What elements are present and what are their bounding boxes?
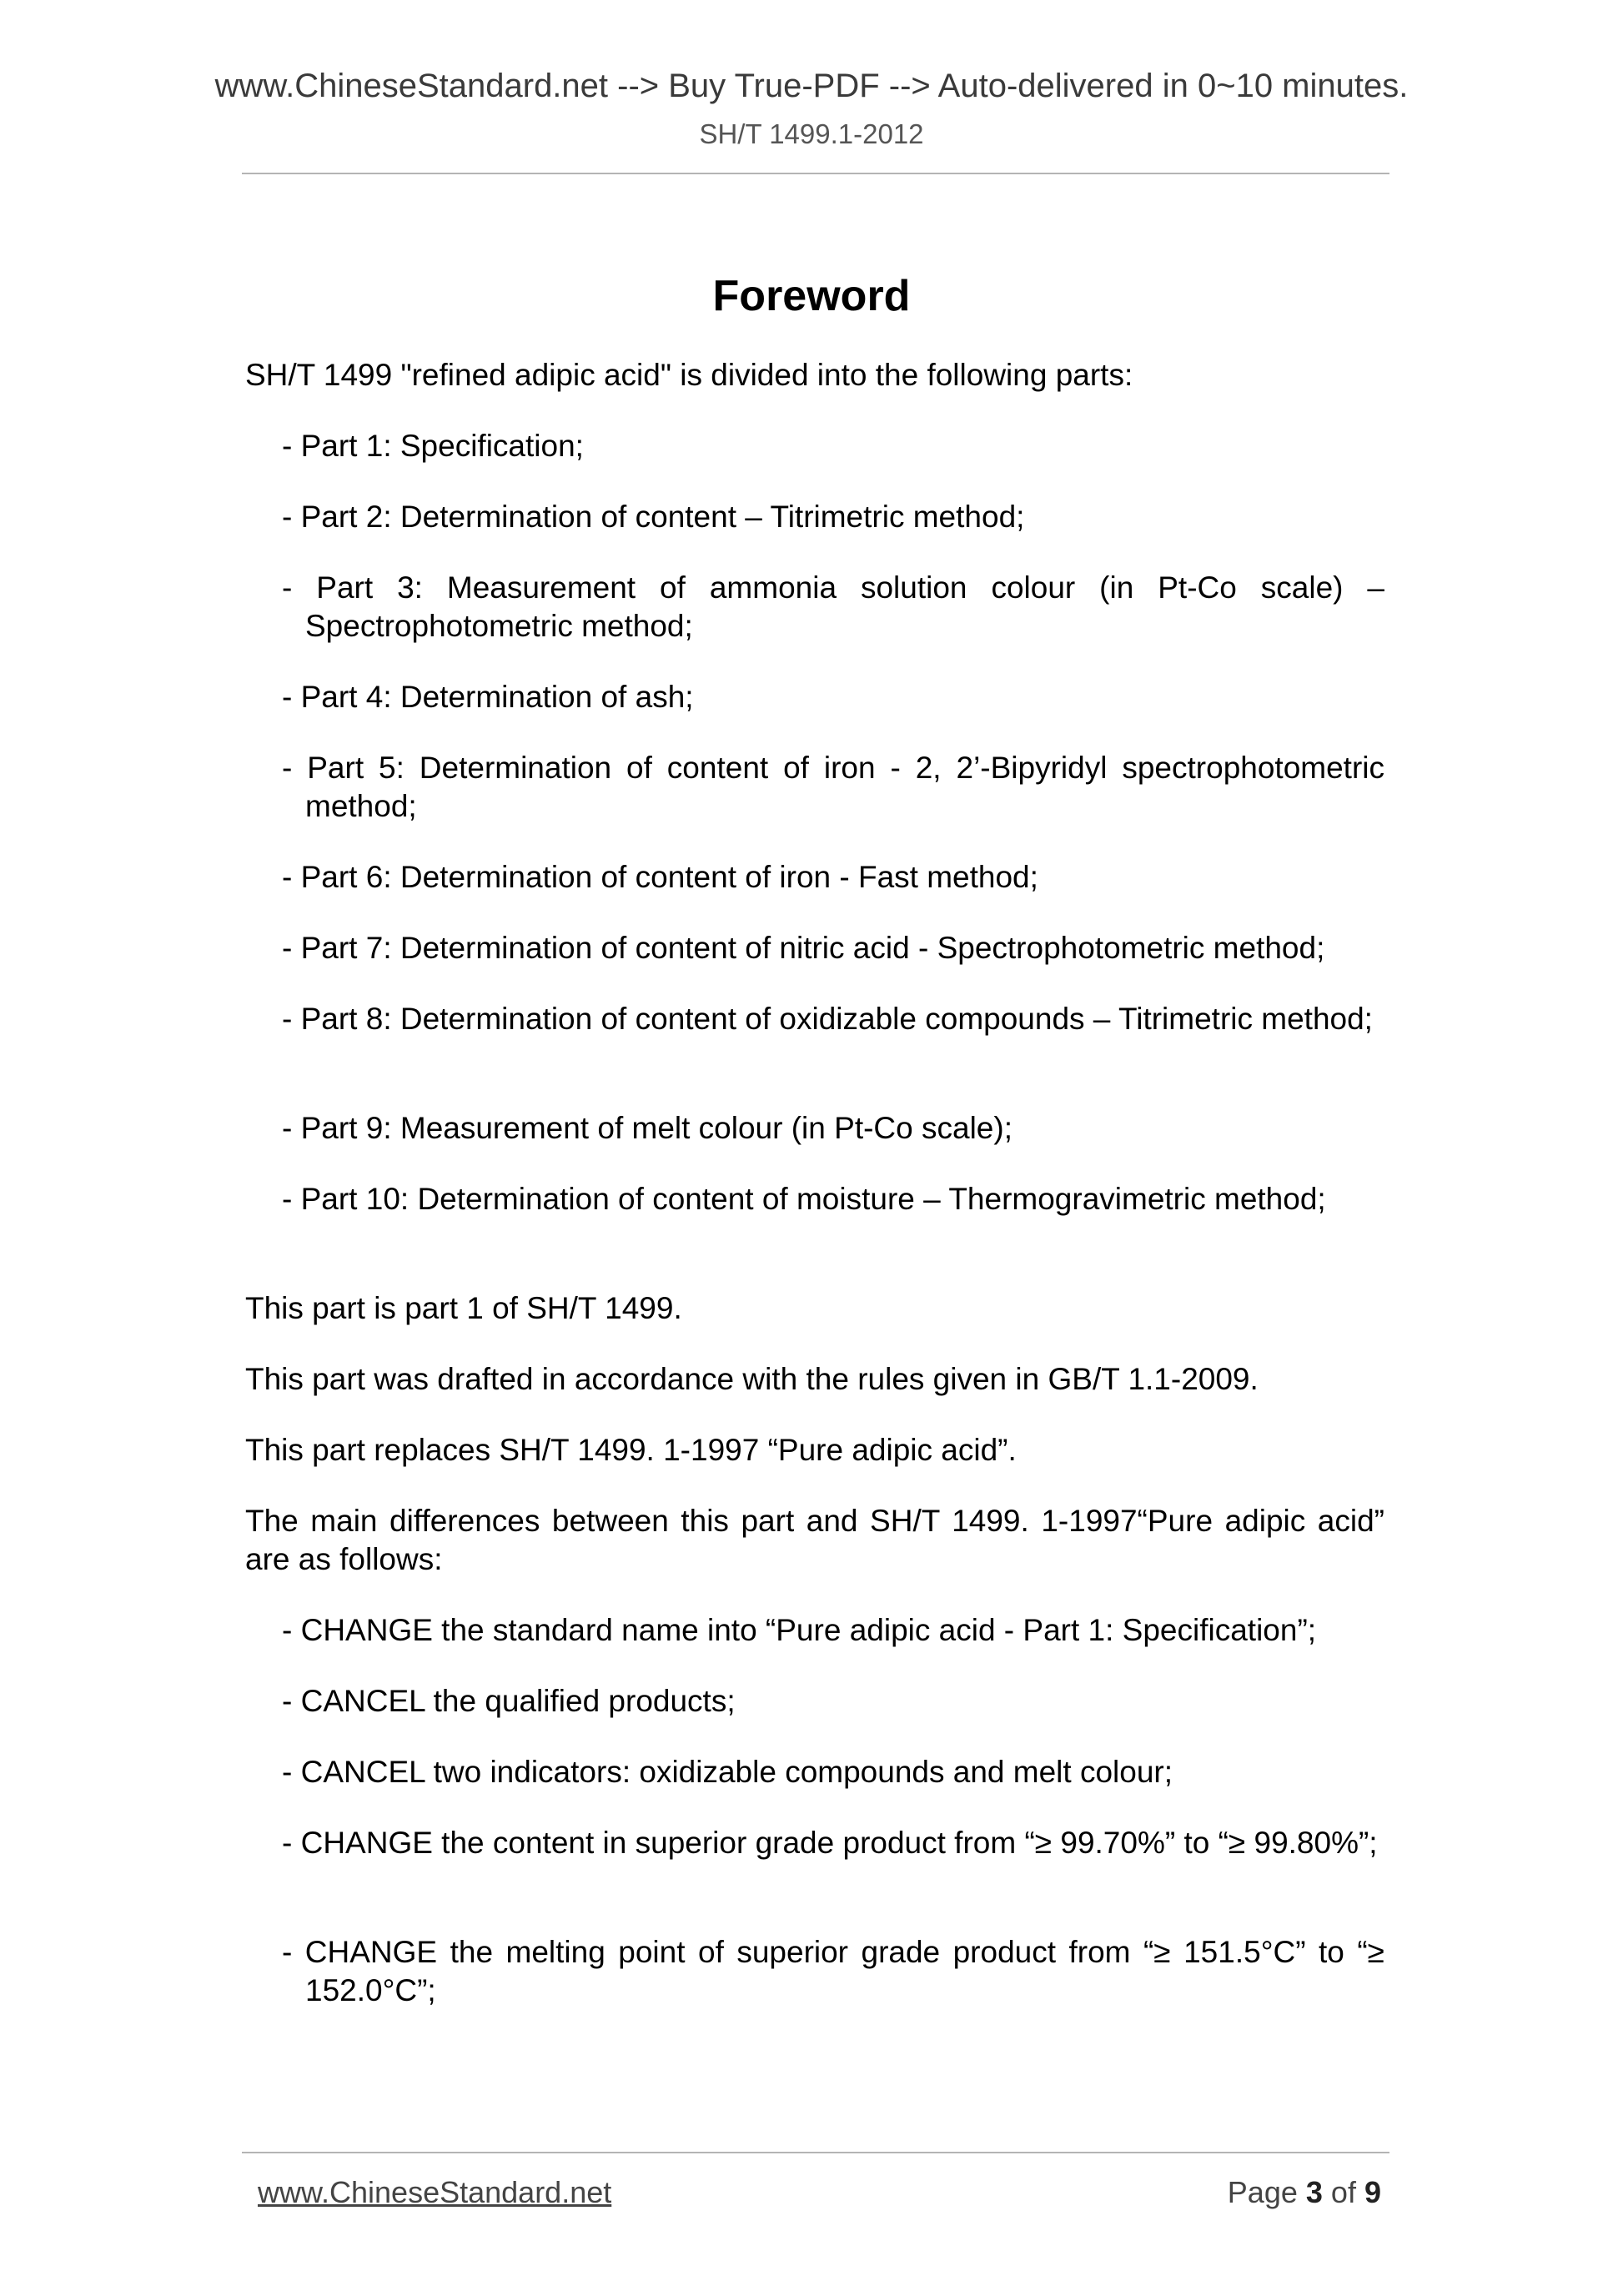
part-item: - Part 1: Specification; (282, 429, 584, 463)
difference-item: - CANCEL two indicators: oxidizable compounds and melt colour; (282, 1755, 1173, 1789)
part-item: - Part 8: Determination of content of oxidizable compounds – Titrimetric method; (282, 1002, 1373, 1036)
part-item: - Part 2: Determination of content – Titrimetric method; (282, 500, 1025, 534)
page-title: Foreword (712, 272, 911, 320)
part-item: - Part 7: Determination of content of nitric acid - Spectrophotometric method; (282, 931, 1325, 965)
statement-paragraph: This part is part 1 of SH/T 1499. (245, 1291, 682, 1325)
page-of-label: of (1330, 2175, 1356, 2209)
statement-paragraph: This part was drafted in accordance with the rules given in GB/T 1.1-2009. (245, 1362, 1259, 1396)
part-item: - Part 10: Determination of content of moisture – Thermogravimetric method; (282, 1182, 1326, 1216)
difference-item: - CHANGE the melting point of superior grade product from “≥ 151.5°C” to “≥ 152.0°C”; (282, 1935, 1384, 2007)
page-indicator (1228, 2173, 1381, 2212)
footer-website-link[interactable]: www.ChineseStandard.net (258, 2175, 612, 2209)
total-page-number: 9 (1364, 2175, 1381, 2209)
standard-code: SH/T 1499.1-2012 (699, 118, 924, 149)
difference-item: - CHANGE the content in superior grade product from “≥ 99.70%” to “≥ 99.80%”; (282, 1826, 1378, 1860)
intro-paragraph: SH/T 1499 "refined adipic acid" is divided into the following parts: (245, 358, 1133, 392)
part-item: - Part 9: Measurement of melt colour (in Pt-Co scale); (282, 1111, 1012, 1145)
difference-item: - CANCEL the qualified products; (282, 1684, 736, 1718)
part-item: - Part 5: Determination of content of iron - 2, 2’-Bipyridyl spectrophotometric method; (282, 751, 1384, 823)
part-item: - Part 6: Determination of content of iron - Fast method; (282, 860, 1038, 894)
statement-paragraph: This part replaces SH/T 1499. 1-1997 “Pure adipic acid”. (245, 1433, 1017, 1467)
header-banner: www.ChineseStandard.net --> Buy True-PDF --> Auto-delivered in 0~10 minutes. (214, 68, 1409, 104)
part-item: - Part 4: Determination of ash; (282, 680, 694, 714)
header-divider (242, 173, 1389, 174)
difference-item: - CHANGE the standard name into “Pure adipic acid - Part 1: Specification”; (282, 1613, 1317, 1647)
footer-divider (242, 2152, 1389, 2153)
current-page-number: 3 (1305, 2175, 1323, 2209)
statement-paragraph: The main differences between this part and SH/T 1499. 1-1997“Pure adipic acid” are as follows: (245, 1504, 1384, 1576)
page-label: Page (1227, 2175, 1298, 2209)
part-item: - Part 3: Measurement of ammonia solution colour (in Pt-Co scale) – Spectrophotometric method; (282, 570, 1384, 643)
